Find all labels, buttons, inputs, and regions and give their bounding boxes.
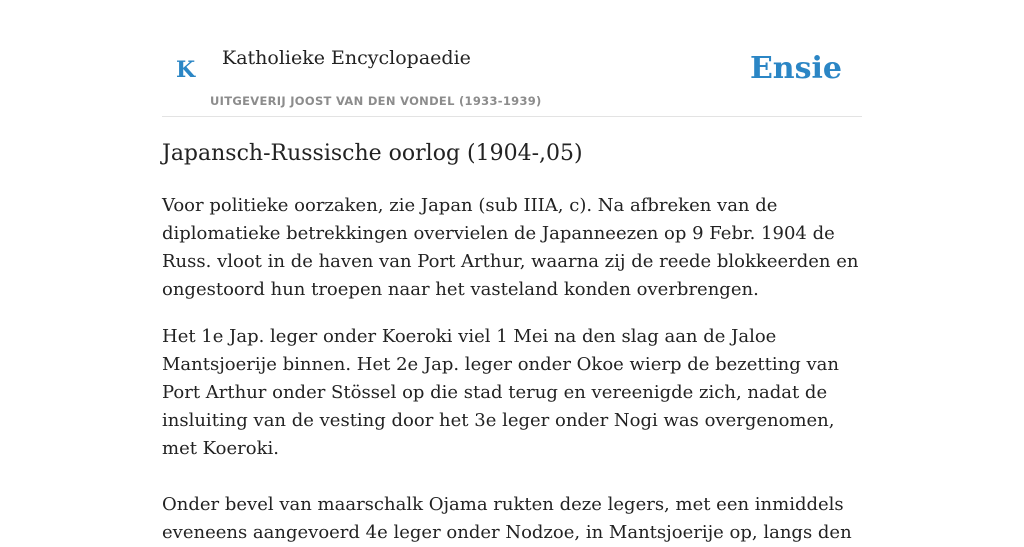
article <box>162 136 862 547</box>
logo-icon[interactable]: K <box>176 57 196 83</box>
site-header <box>162 0 862 117</box>
article-paragraph: Voor politieke oorzaken, zie Japan (sub IIIA, c). Na afbreken van de diplomatieke betrekkingen overvielen de Japanneezen op 9 Febr. 1904 de Russ. vloot in de haven van Port Arthur, waarna zij de reede blokkeerden en ongestoord hun troepen naar het vasteland konden overbrengen. <box>162 195 859 300</box>
article-paragraph: Onder bevel van maarschalk Ojama rukten deze legers, met een inmiddels eveneens aangevoerd 4e leger onder Nodzoe, in Mantsjoerije op, langs den <box>162 494 852 543</box>
brand-logo[interactable]: Ensie <box>749 51 842 86</box>
site-title[interactable]: Katholieke Encyclopaedie <box>222 47 471 69</box>
publisher-label: UITGEVERIJ JOOST VAN DEN VONDEL (1933-1939) <box>210 94 542 108</box>
article-paragraph: Het 1e Jap. leger onder Koeroki viel 1 Mei na den slag aan de Jaloe Mantsjoerije binnen. Het 2e Jap. leger onder Okoe wierp de bezetting van Port Arthur onder Stössel op die stad terug en vereenigde zich, nadat de insluiting van de vesting door het 3e leger onder Nogi was overgenomen, met Koeroki. <box>162 326 839 459</box>
article-title: Japansch-Russische oorlog (1904-,05) <box>162 141 583 166</box>
